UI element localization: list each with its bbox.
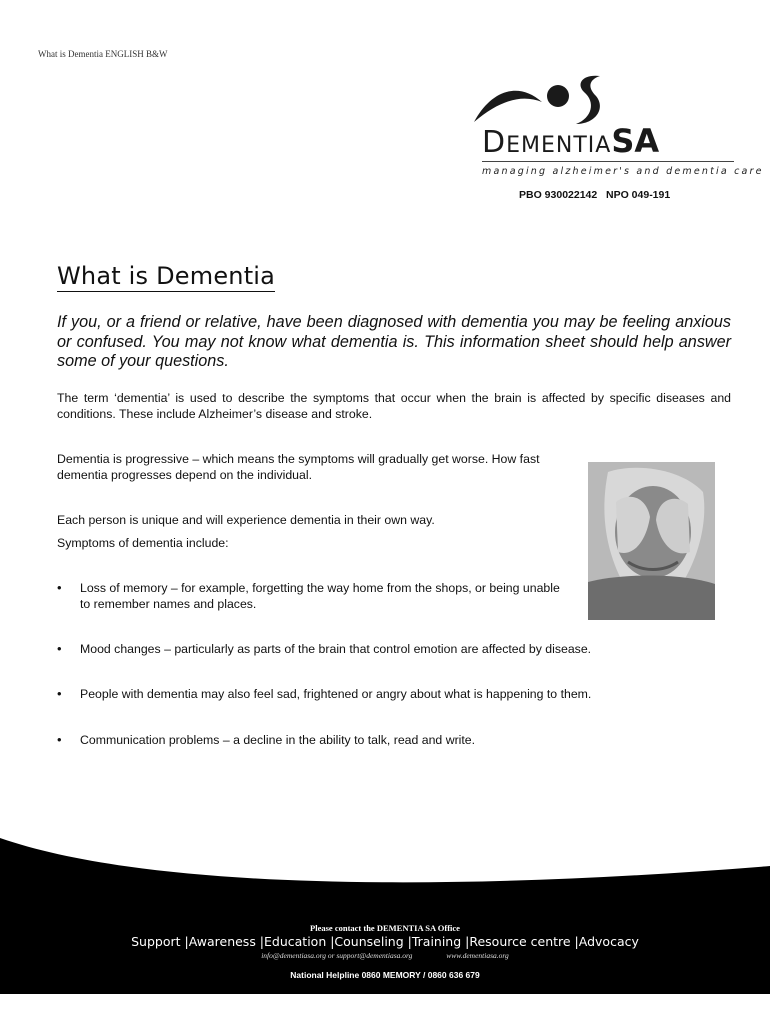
logo-mark-icon: [472, 74, 622, 126]
page-title: What is Dementia: [57, 262, 276, 290]
logo-tagline: managing alzheimer's and dementia care: [482, 166, 764, 177]
footer-website: www.dementiasa.org: [446, 951, 509, 960]
registration-numbers: [519, 189, 670, 201]
dementia-sa-logo: [472, 74, 764, 182]
npo-number: NPO 049-191: [606, 189, 671, 201]
footer: [0, 830, 770, 1024]
paragraph-unique: Each person is unique and will experience dementia in their own way.: [57, 513, 435, 527]
person-photo-illustration: [588, 462, 715, 620]
intro-paragraph: If you, or a friend or relative, have been diagnosed with dementia you may be feeling anxious or confused. You may not know what dementia is. This information sheet should help answer some of your questions.: [57, 313, 731, 370]
logo-word-sa: SA: [611, 122, 660, 160]
logo-divider: [482, 161, 734, 162]
paragraph-definition: The term ‘dementia’ is used to describe the symptoms that occur when the brain is affected by specific diseases and conditions. These include Alzheimer’s disease and stroke.: [57, 391, 731, 421]
pbo-number: PBO 930022142: [519, 189, 598, 201]
footer-emails-line: [0, 951, 770, 960]
bullet-icon: •: [57, 580, 62, 595]
list-item-text: Loss of memory – for example, forgetting the way home from the shops, or being unable to remember names and places.: [80, 581, 560, 611]
paragraph-symptoms-intro: Symptoms of dementia include:: [57, 536, 229, 550]
list-item-text: Mood changes – particularly as parts of the brain that control emotion are affected by disease.: [80, 642, 592, 656]
footer-contact-line: Please contact the DEMENTIA SA Office: [310, 923, 460, 933]
paragraph-progressive: Dementia is progressive – which means the symptoms will gradually get worse. How fast dementia progresses depend on the individual.: [57, 452, 540, 482]
bullet-icon: •: [57, 686, 62, 701]
bullet-icon: •: [57, 732, 62, 747]
footer-emails: info@dementiasa.org or support@dementiasa.org: [261, 951, 413, 960]
list-item-text: People with dementia may also feel sad, frightened or angry about what is happening to them.: [80, 687, 592, 701]
list-item-text: Communication problems – a decline in the ability to talk, read and write.: [80, 733, 476, 747]
document-header-note: What is Dementia ENGLISH B&W: [38, 49, 168, 59]
logo-wordmark: [482, 122, 659, 160]
logo-word-first: D: [482, 125, 507, 160]
person-photo: [588, 462, 715, 620]
footer-helpline: National Helpline 0860 MEMORY / 0860 636 679: [290, 970, 480, 980]
footer-services: Support |Awareness |Education |Counseling |Training |Resource centre |Advocacy: [131, 934, 639, 949]
logo-word-rest: EMENTIA: [506, 133, 612, 158]
bullet-icon: •: [57, 641, 62, 656]
